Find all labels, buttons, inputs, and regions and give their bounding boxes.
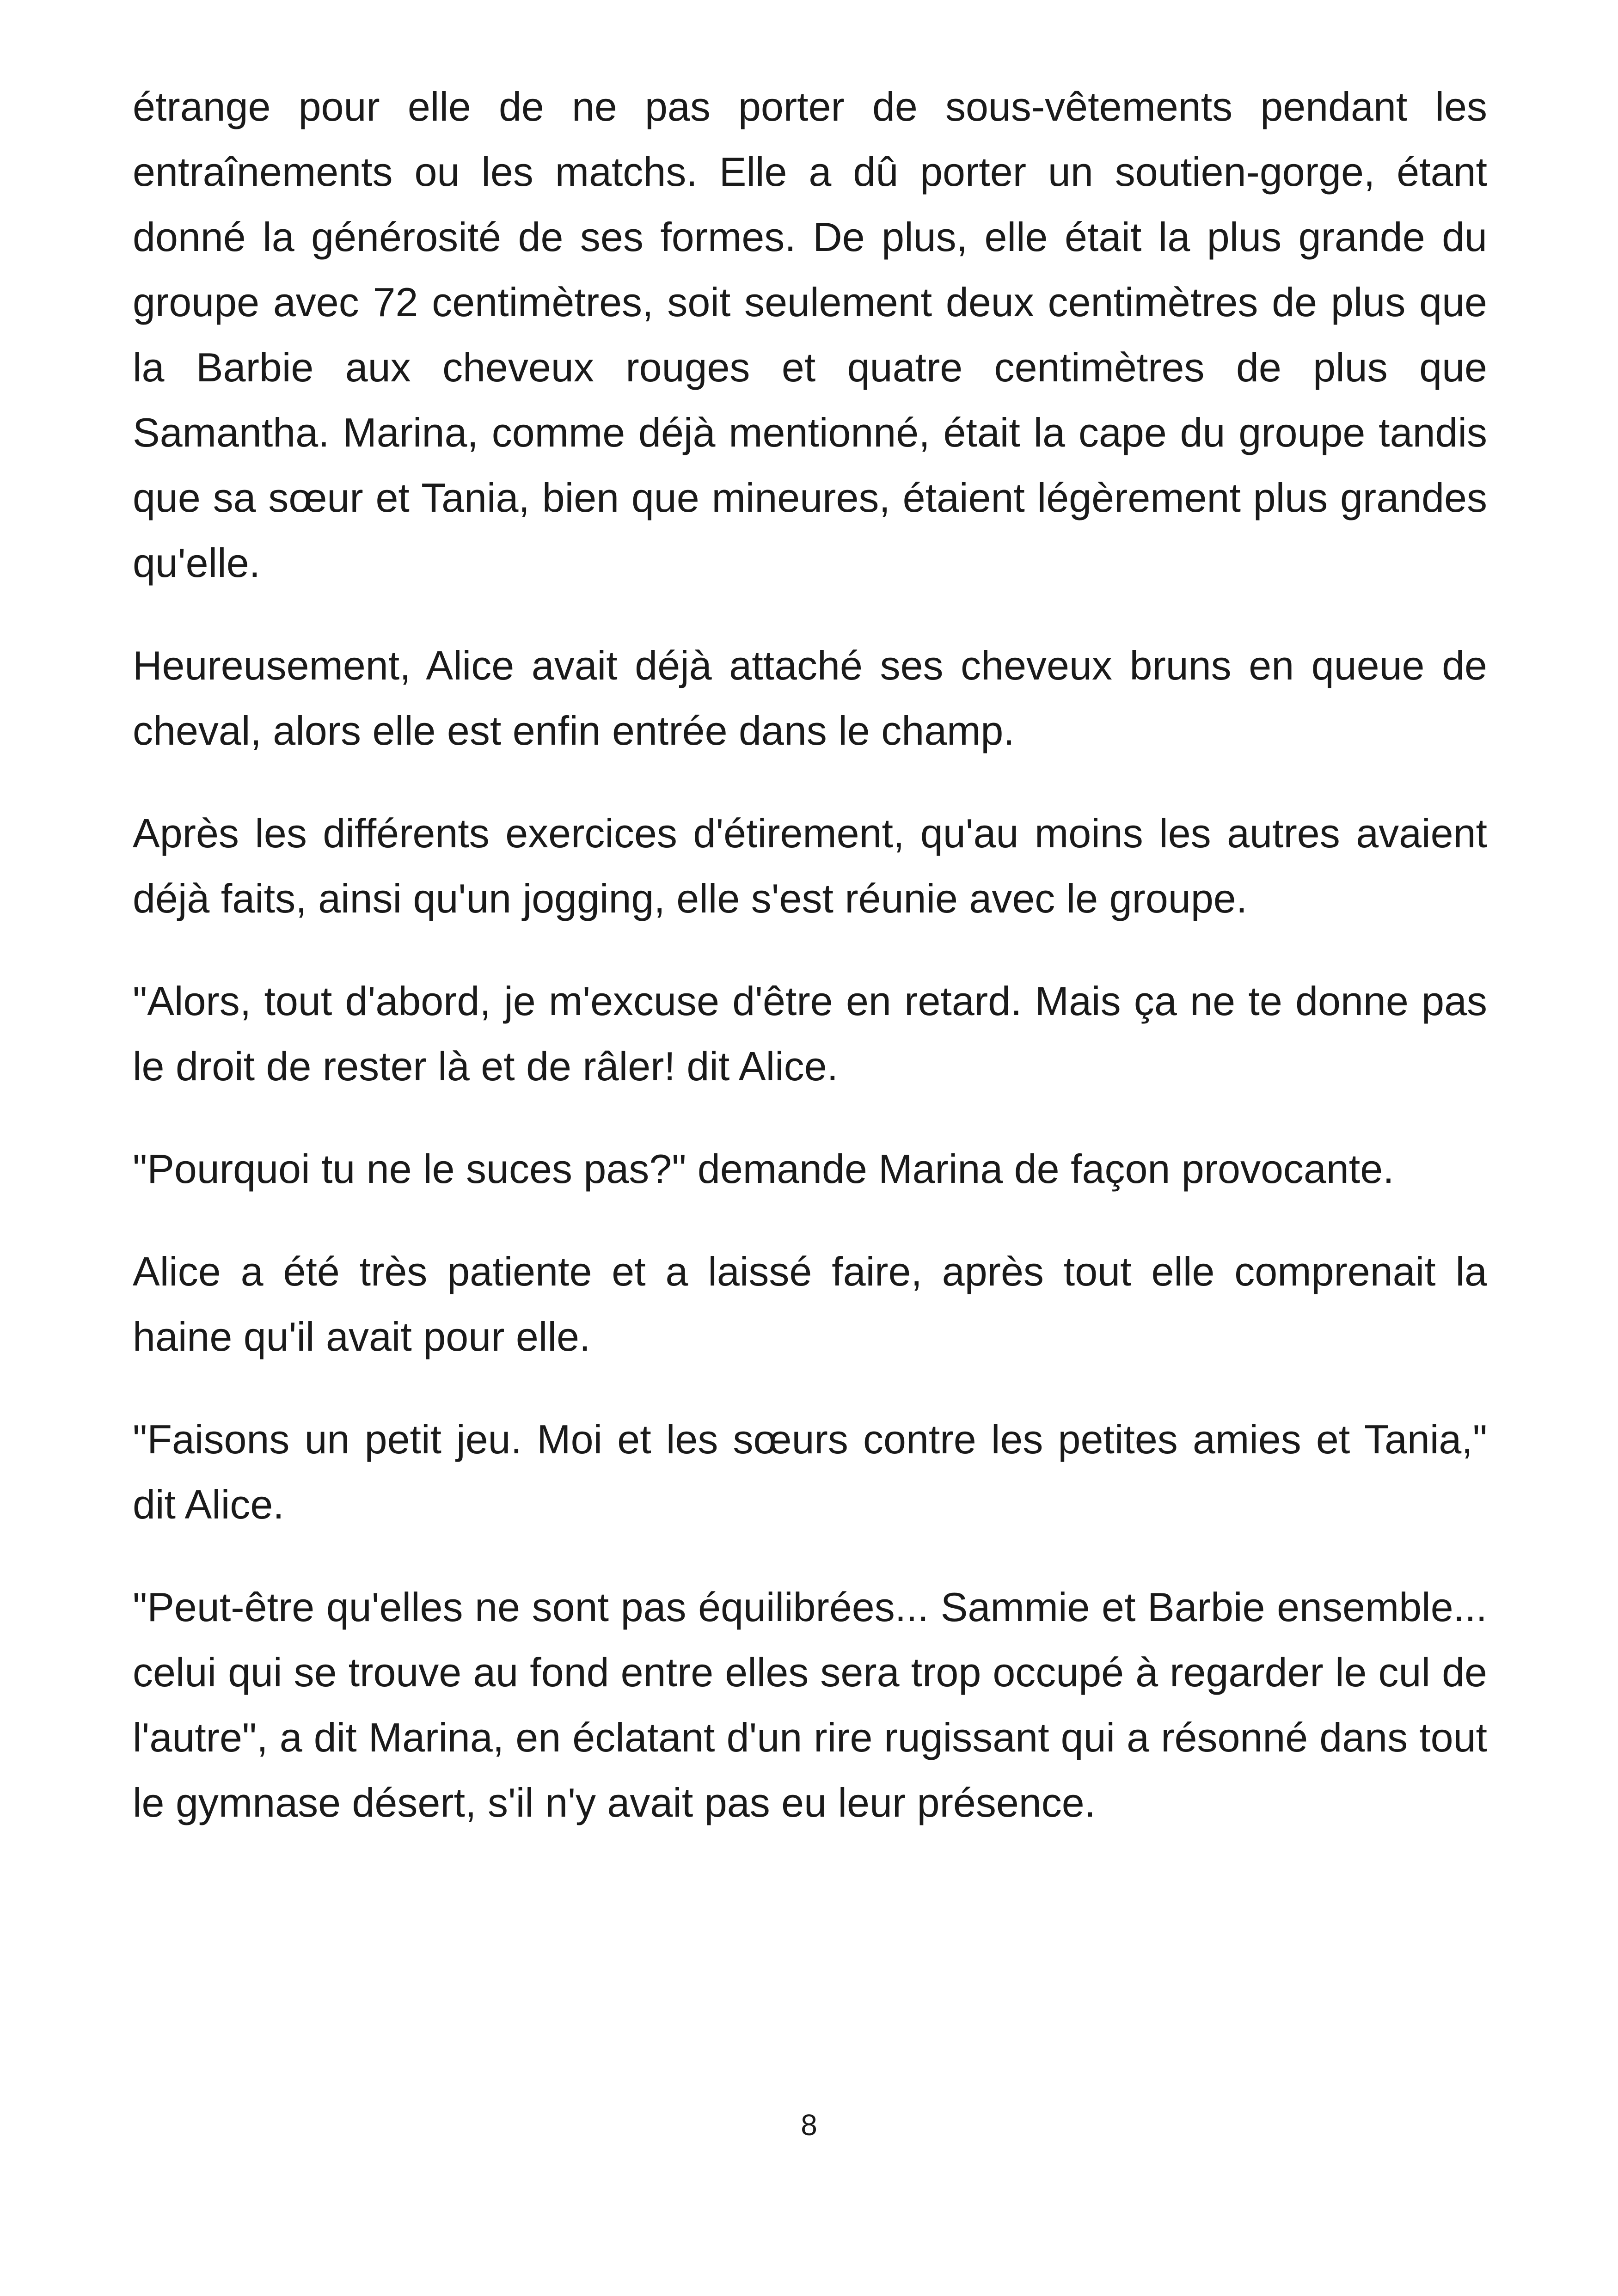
paragraph-3: Après les différents exercices d'étirement, qu'au moins les autres avaient déjà faits, ainsi qu'un jogging, elle s'est réunie avec le groupe. xyxy=(133,810,1487,921)
paragraph-5: "Pourquoi tu ne le suces pas?" demande Marina de façon provocante. xyxy=(133,1146,1394,1192)
paragraph-1: étrange pour elle de ne pas porter de sous-vêtements pendant les entraînements ou les matchs. Elle a dû porter un soutien-gorge, étant donné la générosité de ses formes. De plus, elle était la plus grande du groupe avec 72 centimètres, soit seulement deux centimètres de plus que la Barbie aux cheveux rouges et quatre centimètres de plus que Samantha. Marina, comme déjà mentionné, était la cape du groupe tandis que sa sœur et Tania, bien que mineures, étaient légèrement plus grandes qu'elle. xyxy=(133,84,1487,586)
page-body-text xyxy=(133,74,1487,1873)
paragraph-7: "Faisons un petit jeu. Moi et les sœurs contre les petites amies et Tania," dit Alice. xyxy=(133,1416,1487,1527)
paragraph-4: "Alors, tout d'abord, je m'excuse d'être en retard. Mais ça ne te donne pas le droit de rester là et de râler! dit Alice. xyxy=(133,978,1487,1089)
paragraph-6: Alice a été très patiente et a laissé faire, après tout elle comprenait la haine qu'il avait pour elle. xyxy=(133,1249,1487,1359)
paragraph-8: "Peut-être qu'elles ne sont pas équilibrées... Sammie et Barbie ensemble... celui qui se trouve au fond entre elles sera trop occupé à regarder le cul de l'autre", a dit Marina, en éclatant d'un rire rugissant qui a résonné dans tout le gymnase désert, s'il n'y avait pas eu leur présence. xyxy=(133,1584,1487,1825)
paragraph-2: Heureusement, Alice avait déjà attaché ses cheveux bruns en queue de cheval, alors elle est enfin entrée dans le champ. xyxy=(133,643,1487,753)
page-number: 8 xyxy=(801,2108,817,2142)
